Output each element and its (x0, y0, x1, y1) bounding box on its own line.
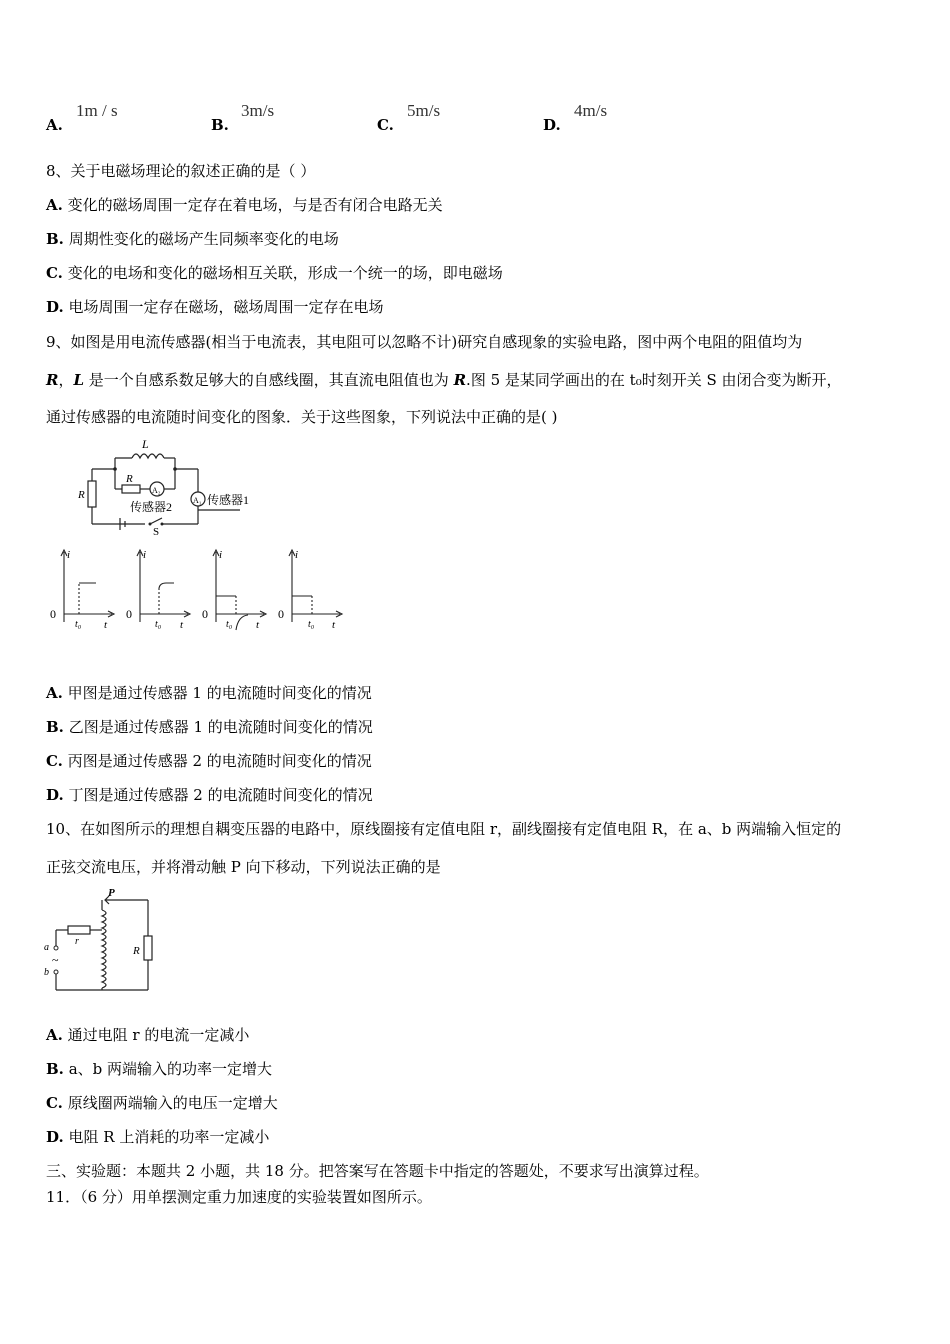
option-text: 丁图是通过传感器 2 的电流随时间变化的情况 (68, 786, 373, 804)
q10-stem-line2: 正弦交流电压，并将滑动触 P 向下移动，下列说法正确的是 (46, 858, 441, 876)
t0: t₀ (308, 619, 315, 630)
text: .图 5 是某同学画出的在 t₀时刻开关 S 由闭合变为断开， (466, 371, 842, 389)
label-r: r (75, 936, 79, 947)
q9-stem-line1: 9、如图是用电流传感器(相当于电流表，其电阻可以忽略不计)研究自感现象的实验电路，图中两个电阻的阻值均为 (46, 333, 803, 351)
axis-t: t (104, 619, 108, 631)
option-text: 甲图是通过传感器 1 的电流随时间变化的情况 (67, 684, 372, 702)
label-R: R (133, 945, 140, 957)
switch-contact (149, 523, 152, 526)
q8-option-d (46, 297, 384, 317)
junction-dot (113, 467, 117, 471)
junction-dot (173, 467, 177, 471)
q9-graph-jia (46, 546, 126, 634)
option-text: 乙图是通过传感器 1 的电流随时间变化的情况 (68, 718, 373, 736)
option-label: D. (46, 1128, 64, 1146)
t0: t₀ (155, 619, 162, 630)
t0: t₀ (226, 619, 233, 630)
option-text: 变化的磁场周围一定存在着电场，与是否有闭合电路无关 (67, 196, 443, 214)
q9-option-c (46, 751, 372, 771)
q10-option-c (46, 1093, 278, 1113)
option-text: 变化的电场和变化的磁场相互关联，形成一个统一的场，即电磁场 (67, 264, 503, 282)
label-b: b (44, 967, 49, 978)
option-text: 丙图是通过传感器 2 的电流随时间变化的情况 (67, 752, 372, 770)
option-label: B. (46, 718, 64, 736)
ac-symbol: ~ (52, 953, 59, 967)
option-text: 通过电阻 r 的电流一定减小 (67, 1026, 250, 1044)
option-label: C. (46, 1094, 63, 1112)
q7-option-d-label: D. (543, 116, 561, 134)
axis-t: t (332, 619, 336, 631)
option-text: 电阻 R 上消耗的功率一定减小 (68, 1128, 270, 1146)
text: ， (58, 371, 74, 389)
label-p: P (108, 887, 115, 899)
q9-option-b (46, 717, 373, 737)
q7-option-c-label: C. (377, 116, 394, 134)
terminal-b (54, 970, 58, 974)
option-text: 电场周围一定存在磁场，磁场周围一定存在电场 (68, 298, 384, 316)
axis-i: i (219, 549, 223, 561)
q7-option-b-label: B. (211, 116, 229, 134)
q9-graph-yi (122, 546, 202, 634)
q8-option-c (46, 263, 503, 283)
option-text: 周期性变化的磁场产生同频率变化的电场 (68, 230, 339, 248)
option-label: A. (46, 196, 63, 214)
q8-stem: 8、关于电磁场理论的叙述正确的是（ ） (46, 162, 316, 180)
terminal-a (54, 946, 58, 950)
axis-i: i (67, 549, 71, 561)
axis-t: t (256, 619, 260, 631)
label-a2: A₂ (152, 486, 161, 495)
q7-option-a-value: 1m / s (76, 101, 118, 120)
q8-option-a (46, 195, 443, 215)
var-l: L (73, 371, 85, 389)
option-label: D. (46, 786, 64, 804)
q9-graph-bing (198, 546, 278, 634)
label-a: a (44, 942, 49, 953)
label-l: L (142, 437, 149, 451)
label-sensor1: 传感器1 (207, 493, 250, 507)
option-label: C. (46, 752, 63, 770)
q7-option-a-label: A. (46, 116, 63, 134)
q10-option-b (46, 1059, 272, 1079)
origin: 0 (278, 607, 284, 621)
label-a1: A₁ (193, 496, 202, 505)
option-label: D. (46, 298, 64, 316)
axis-i: i (295, 549, 299, 561)
option-text: 原线圈两端输入的电压一定增大 (67, 1094, 278, 1112)
q10-stem-line1: 10、在如图所示的理想自耦变压器的电路中，原线圈接有定值电阻 r，副线圈接有定值电阻 R，在 a、b 两端输入恒定的 (46, 820, 842, 838)
option-label: C. (46, 264, 63, 282)
label-s: S (153, 526, 160, 536)
q9-stem-line2 (46, 370, 842, 390)
q9-circuit-diagram (70, 436, 270, 536)
axis-i: i (143, 549, 147, 561)
var-r: R (453, 371, 467, 389)
q7-option-c-value: 5m/s (407, 101, 441, 120)
label-r-top: R (126, 473, 133, 485)
origin: 0 (202, 607, 208, 621)
q9-stem-line3: 通过传感器的电流随时间变化的图象．关于这些图象，下列说法中正确的是( ) (46, 408, 558, 426)
option-text: a、b 两端输入的功率一定增大 (68, 1060, 273, 1078)
text: 是一个自感系数足够大的自感线圈，其直流电阻值也为 (84, 371, 454, 389)
q10-circuit-diagram (40, 884, 160, 996)
q9-option-a (46, 683, 372, 703)
option-label: A. (46, 1026, 63, 1044)
origin: 0 (50, 607, 56, 621)
axis-t: t (180, 619, 184, 631)
q10-option-a (46, 1025, 249, 1045)
q10-option-d (46, 1127, 269, 1147)
q11-stem: 11．（6 分）用单摆测定重力加速度的实验装置如图所示。 (46, 1188, 432, 1206)
label-r-left: R (78, 489, 85, 501)
switch-contact (161, 523, 164, 526)
option-label: B. (46, 230, 64, 248)
label-sensor2: 传感器2 (130, 500, 173, 514)
q9-graph-ding (274, 546, 354, 634)
q7-option-b-value: 3m/s (241, 101, 275, 120)
option-label: A. (46, 684, 63, 702)
option-label: B. (46, 1060, 64, 1078)
q7-option-d-value: 4m/s (574, 101, 608, 120)
section-3-heading: 三、实验题：本题共 2 小题，共 18 分。把答案写在答题卡中指定的答题处，不要求写出演算过程。 (46, 1162, 709, 1180)
q8-option-b (46, 229, 339, 249)
origin: 0 (126, 607, 132, 621)
q9-option-d (46, 785, 373, 805)
var-r: R (46, 371, 59, 389)
t0: t₀ (75, 619, 82, 630)
